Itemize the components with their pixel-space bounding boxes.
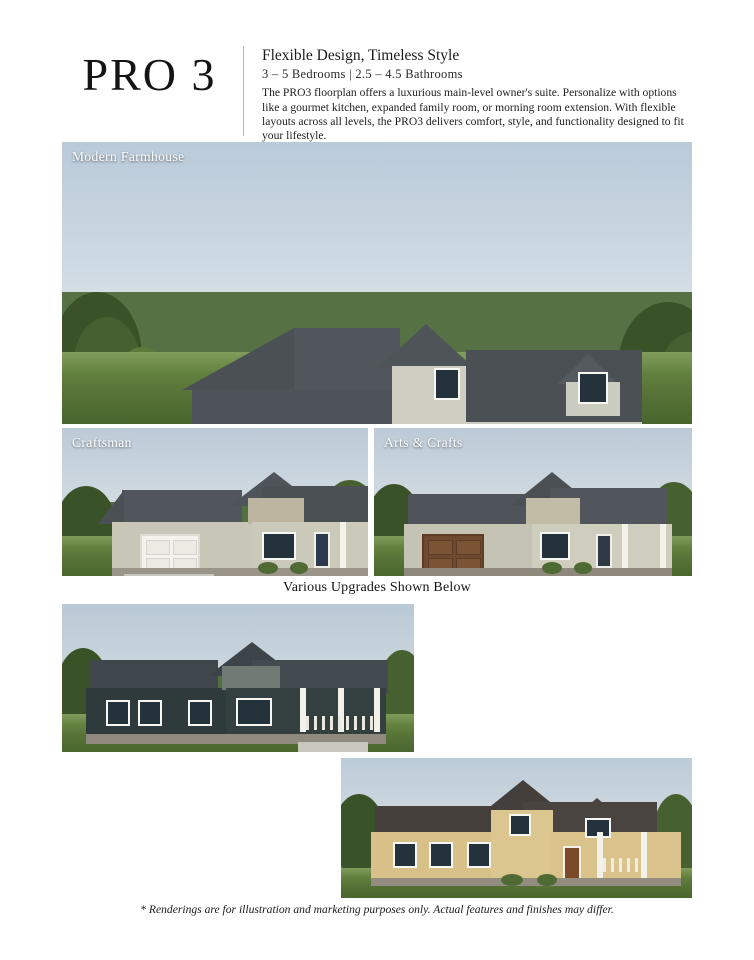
- porch-column: [622, 524, 628, 568]
- header-divider: [243, 46, 244, 136]
- window: [236, 698, 272, 726]
- header-tagline: Flexible Design, Timeless Style: [262, 47, 460, 64]
- header-text-block: [262, 44, 692, 143]
- gable-shingle-panel: [526, 498, 580, 524]
- shrub: [574, 562, 592, 574]
- walkway: [298, 742, 368, 752]
- shrub: [258, 562, 278, 574]
- roof-left: [122, 490, 242, 524]
- porch-rail-balusters: [603, 858, 641, 872]
- plan-brand: [62, 44, 237, 98]
- window: [106, 700, 130, 726]
- porch-column: [374, 688, 380, 732]
- elevation-caption-craftsman: Craftsman: [72, 435, 132, 450]
- header-description: The PRO3 floorplan offers a luxurious main-level owner's suite. Personalize with options like a gourmet kitchen, expanded family room, or morning room extension. With flexible layouts across all levels, the PRO3 delivers comfort, style, and functionality designed to fit your lifestyle.: [262, 86, 684, 143]
- disclaimer-text: * Renderings are for illustration and marketing purposes only. Actual features and finishes may differ.: [140, 903, 614, 916]
- elevation-image-modern-farmhouse: [62, 142, 692, 424]
- roof-left: [90, 660, 218, 690]
- porch-column: [597, 832, 603, 880]
- gable-shingle-panel: [248, 498, 304, 524]
- window: [429, 842, 453, 868]
- page-header: [62, 44, 692, 143]
- upgrades-heading: Various Upgrades Shown Below: [283, 580, 471, 595]
- upgrade-image-right: [341, 758, 692, 898]
- porch-rail-balusters: [306, 716, 374, 730]
- front-door: [314, 532, 330, 568]
- page-title: PRO 3: [82, 49, 217, 100]
- driveway: [124, 574, 214, 576]
- window: [540, 532, 570, 560]
- window: [188, 700, 212, 726]
- wall-porch: [466, 422, 642, 424]
- porch-column: [641, 832, 647, 880]
- window: [434, 368, 460, 400]
- window: [138, 700, 162, 726]
- window-dormer: [578, 372, 608, 404]
- shrub: [537, 874, 557, 886]
- header-specs: 3 – 5 Bedrooms | 2.5 – 4.5 Bathrooms: [262, 67, 463, 82]
- roof-slope: [98, 490, 124, 524]
- foundation: [404, 568, 672, 576]
- roof-left: [375, 806, 497, 834]
- roof-slope-left: [182, 328, 294, 390]
- porch-column: [340, 522, 346, 568]
- porch-column: [660, 524, 666, 568]
- window: [262, 532, 296, 560]
- upgrade-image-left: [62, 604, 414, 752]
- shrub: [501, 874, 523, 886]
- foundation: [371, 878, 681, 886]
- window: [393, 842, 417, 868]
- elevation-image-craftsman: [62, 428, 368, 576]
- window: [467, 842, 491, 868]
- window: [509, 814, 531, 836]
- front-door: [563, 846, 581, 882]
- shrub: [542, 562, 562, 574]
- elevation-caption-arts-crafts: Arts & Crafts: [384, 435, 463, 450]
- roof-dormer: [571, 798, 623, 820]
- roof-garage-wing: [192, 388, 392, 424]
- elevation-image-arts-crafts: [374, 428, 692, 576]
- roof-center-gable: [378, 324, 474, 368]
- front-door: [596, 534, 612, 568]
- shrub: [290, 562, 308, 574]
- gable-panel: [222, 666, 280, 690]
- elevation-caption-modern-farmhouse: Modern Farmhouse: [72, 149, 185, 164]
